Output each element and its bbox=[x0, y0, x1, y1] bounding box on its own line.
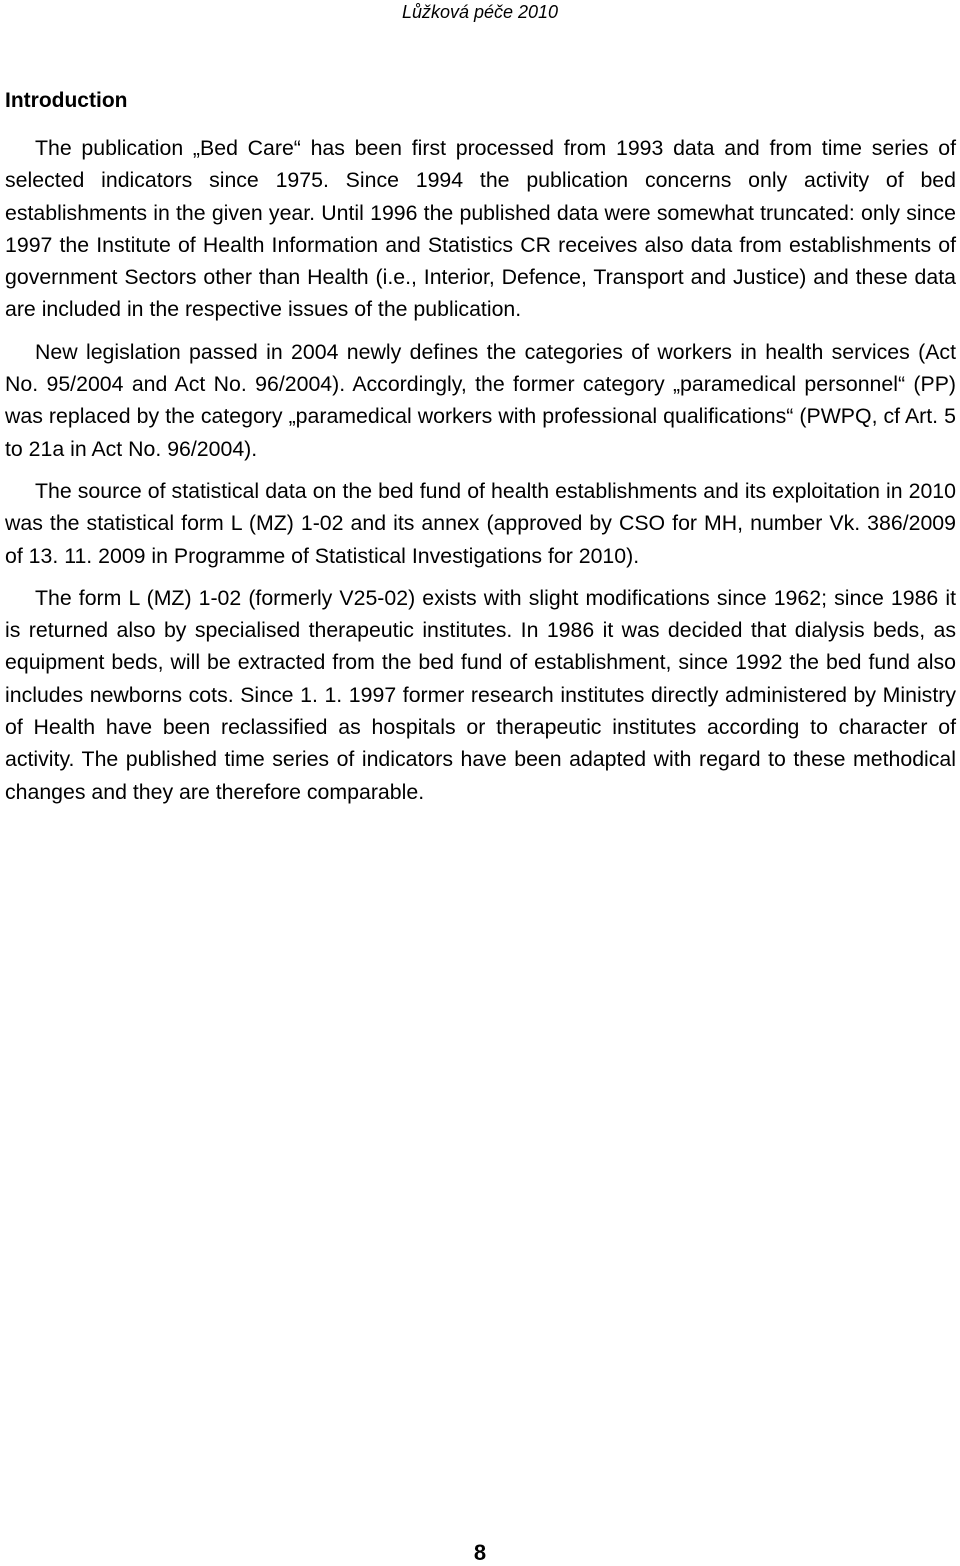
paragraph-publication-history: The publication „Bed Care“ has been first processed from 1993 data and from time series of selected indicators since 1975. Since 1994 the publication concerns only activity of bed establishments in the given year. Until 1996 the published data were somewhat truncated: only since 1997 the Institute of Health Information and Statistics CR receives also data from establishments of government Sectors other than Health (i.e., Interior, Defence, Transport and Justice) and these data are included in the respective issues of the publication. bbox=[5, 136, 956, 322]
paragraph-data-source: The source of statistical data on the bed fund of health establishments and its exploitation in 2010 was the statistical form L (MZ) 1-02 and its annex (approved by CSO for MH, number Vk. 386/2009 of 13. 11. 2009 in Programme of Statistical Investigations for 2010). bbox=[5, 478, 956, 568]
paragraph-legislation: New legislation passed in 2004 newly defines the categories of workers in health services (Act No. 95/2004 and Act No. 96/2004). Accordingly, the former category „paramedical personnel“ (PP) was replaced by the category „paramedical workers with professional qualifications“ (PWPQ, cf Art. 5 to 21a in Act No. 96/2004). bbox=[5, 339, 956, 461]
section-title: Introduction bbox=[5, 89, 128, 112]
page-number: 8 bbox=[473, 1540, 487, 1565]
document-body bbox=[5, 86, 956, 818]
paragraph-form-history: The form L (MZ) 1-02 (formerly V25-02) exists with slight modifications since 1962; since 1986 it is returned also by specialised therapeutic institutes. In 1986 it was decided that dialysis beds, as equipment beds, will be extracted from the bed fund of establishment, since 1992 the bed fund also includes newborns cots. Since 1. 1. 1997 former research institutes directly administered by Ministry of Health have been reclassified as hospitals or therapeutic institutes according to character of activity. The published time series of indicators have been adapted with regard to these methodical changes and they are therefore comparable. bbox=[5, 585, 956, 804]
running-header: Lůžková péče 2010 bbox=[401, 2, 559, 22]
